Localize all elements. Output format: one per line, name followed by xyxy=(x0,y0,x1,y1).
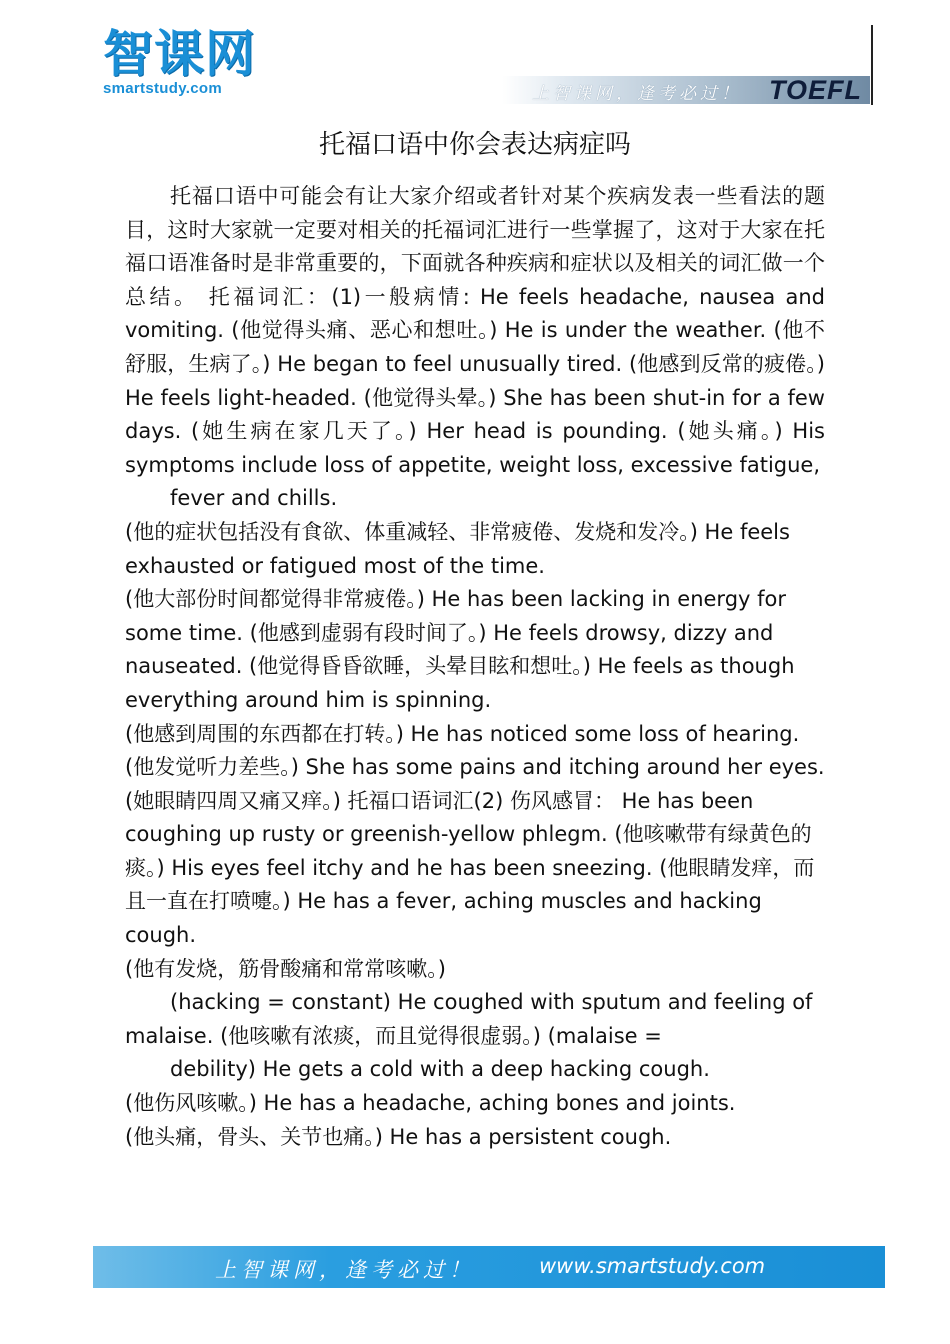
header-slogan: 上智课网，逢考必过！ xyxy=(532,84,742,104)
paragraph: (他有发烧，筋骨酸痛和常常咳嗽。) xyxy=(125,956,446,981)
header-banner xyxy=(502,76,870,104)
paragraph: (他感到周围的东西都在打转。) He has noticed some loss of hearing. (他发觉听力差些。) She has some pains and itching around her eyes. (她眼睛四周又痛又痒。) 托福口语词汇(2) 伤风感冒： He has been coughing up rusty or greenish-yellow phlegm. (他咳嗽带有绿黄色的痰。) His eyes feel itchy and he has been sneezing. (他眼睛发痒，而且一直在打喷嚏。) He has a fever, aching muscles and hacking cough. xyxy=(125,721,825,948)
logo-en: smartstudy.com xyxy=(103,80,222,97)
header-divider xyxy=(871,25,873,105)
paragraph: (他的症状包括没有食欲、体重减轻、非常疲倦、发烧和发冷。) He feels exhausted or fatigued most of the time. xyxy=(125,519,790,578)
footer-slogan: 上智课网，逢考必过！ xyxy=(215,1258,475,1282)
article-body xyxy=(125,180,825,1154)
footer-url[interactable]: www.smartstudy.com xyxy=(539,1254,766,1278)
paragraph: (他大部份时间都觉得非常疲倦。) He has been lacking in energy for some time. (他感到虚弱有段时间了。) He feels drowsy, dizzy and nauseated. (他觉得昏昏欲睡，头晕目眩和想吐。) He feels as though everything around him is spinning. xyxy=(125,587,795,712)
page-title: 托福口语中你会表达病症吗 xyxy=(318,130,631,160)
paragraph: debility) He gets a cold with a deep hacking cough. xyxy=(170,1057,710,1082)
paragraph: 托福口语中可能会有让大家介绍或者针对某个疾病发表一些看法的题目，这时大家就一定要对相关的托福词汇进行一些掌握了，这对于大家在托福口语准备时是非常重要的，下面就各种疾病和症状以及相关的词汇做一个总结。 托福词汇：(1)一般病情: He feels headache, nausea and vomiting. (他觉得头痛、恶心和想吐。) He is under the weather. (他不舒服，生病了。) He began to feel unusually tired. (他感到反常的疲倦。) He feels light-headed. (他觉得头晕。) She has been shut-in for a few days. (她生病在家几天了。) Her head is pounding. (她头痛。) His symptoms include loss of appetite, weight loss, excessive fatigue, xyxy=(125,184,825,477)
paragraph: (hacking = constant) He coughed with sputum and feeling of malaise. (他咳嗽有浓痰，而且觉得很虚弱。) (malaise = xyxy=(125,990,813,1048)
paragraph: fever and chills. xyxy=(170,486,338,511)
exam-mark: TOEFL xyxy=(768,75,862,105)
paragraph: (他伤风咳嗽。) He has a headache, aching bones and joints. xyxy=(125,1091,736,1116)
footer-banner xyxy=(93,1246,885,1288)
paragraph: (他头痛，骨头、关节也痛。) He has a persistent cough. xyxy=(125,1124,672,1149)
logo xyxy=(103,26,256,97)
logo-cn: 智课网 xyxy=(103,25,256,83)
